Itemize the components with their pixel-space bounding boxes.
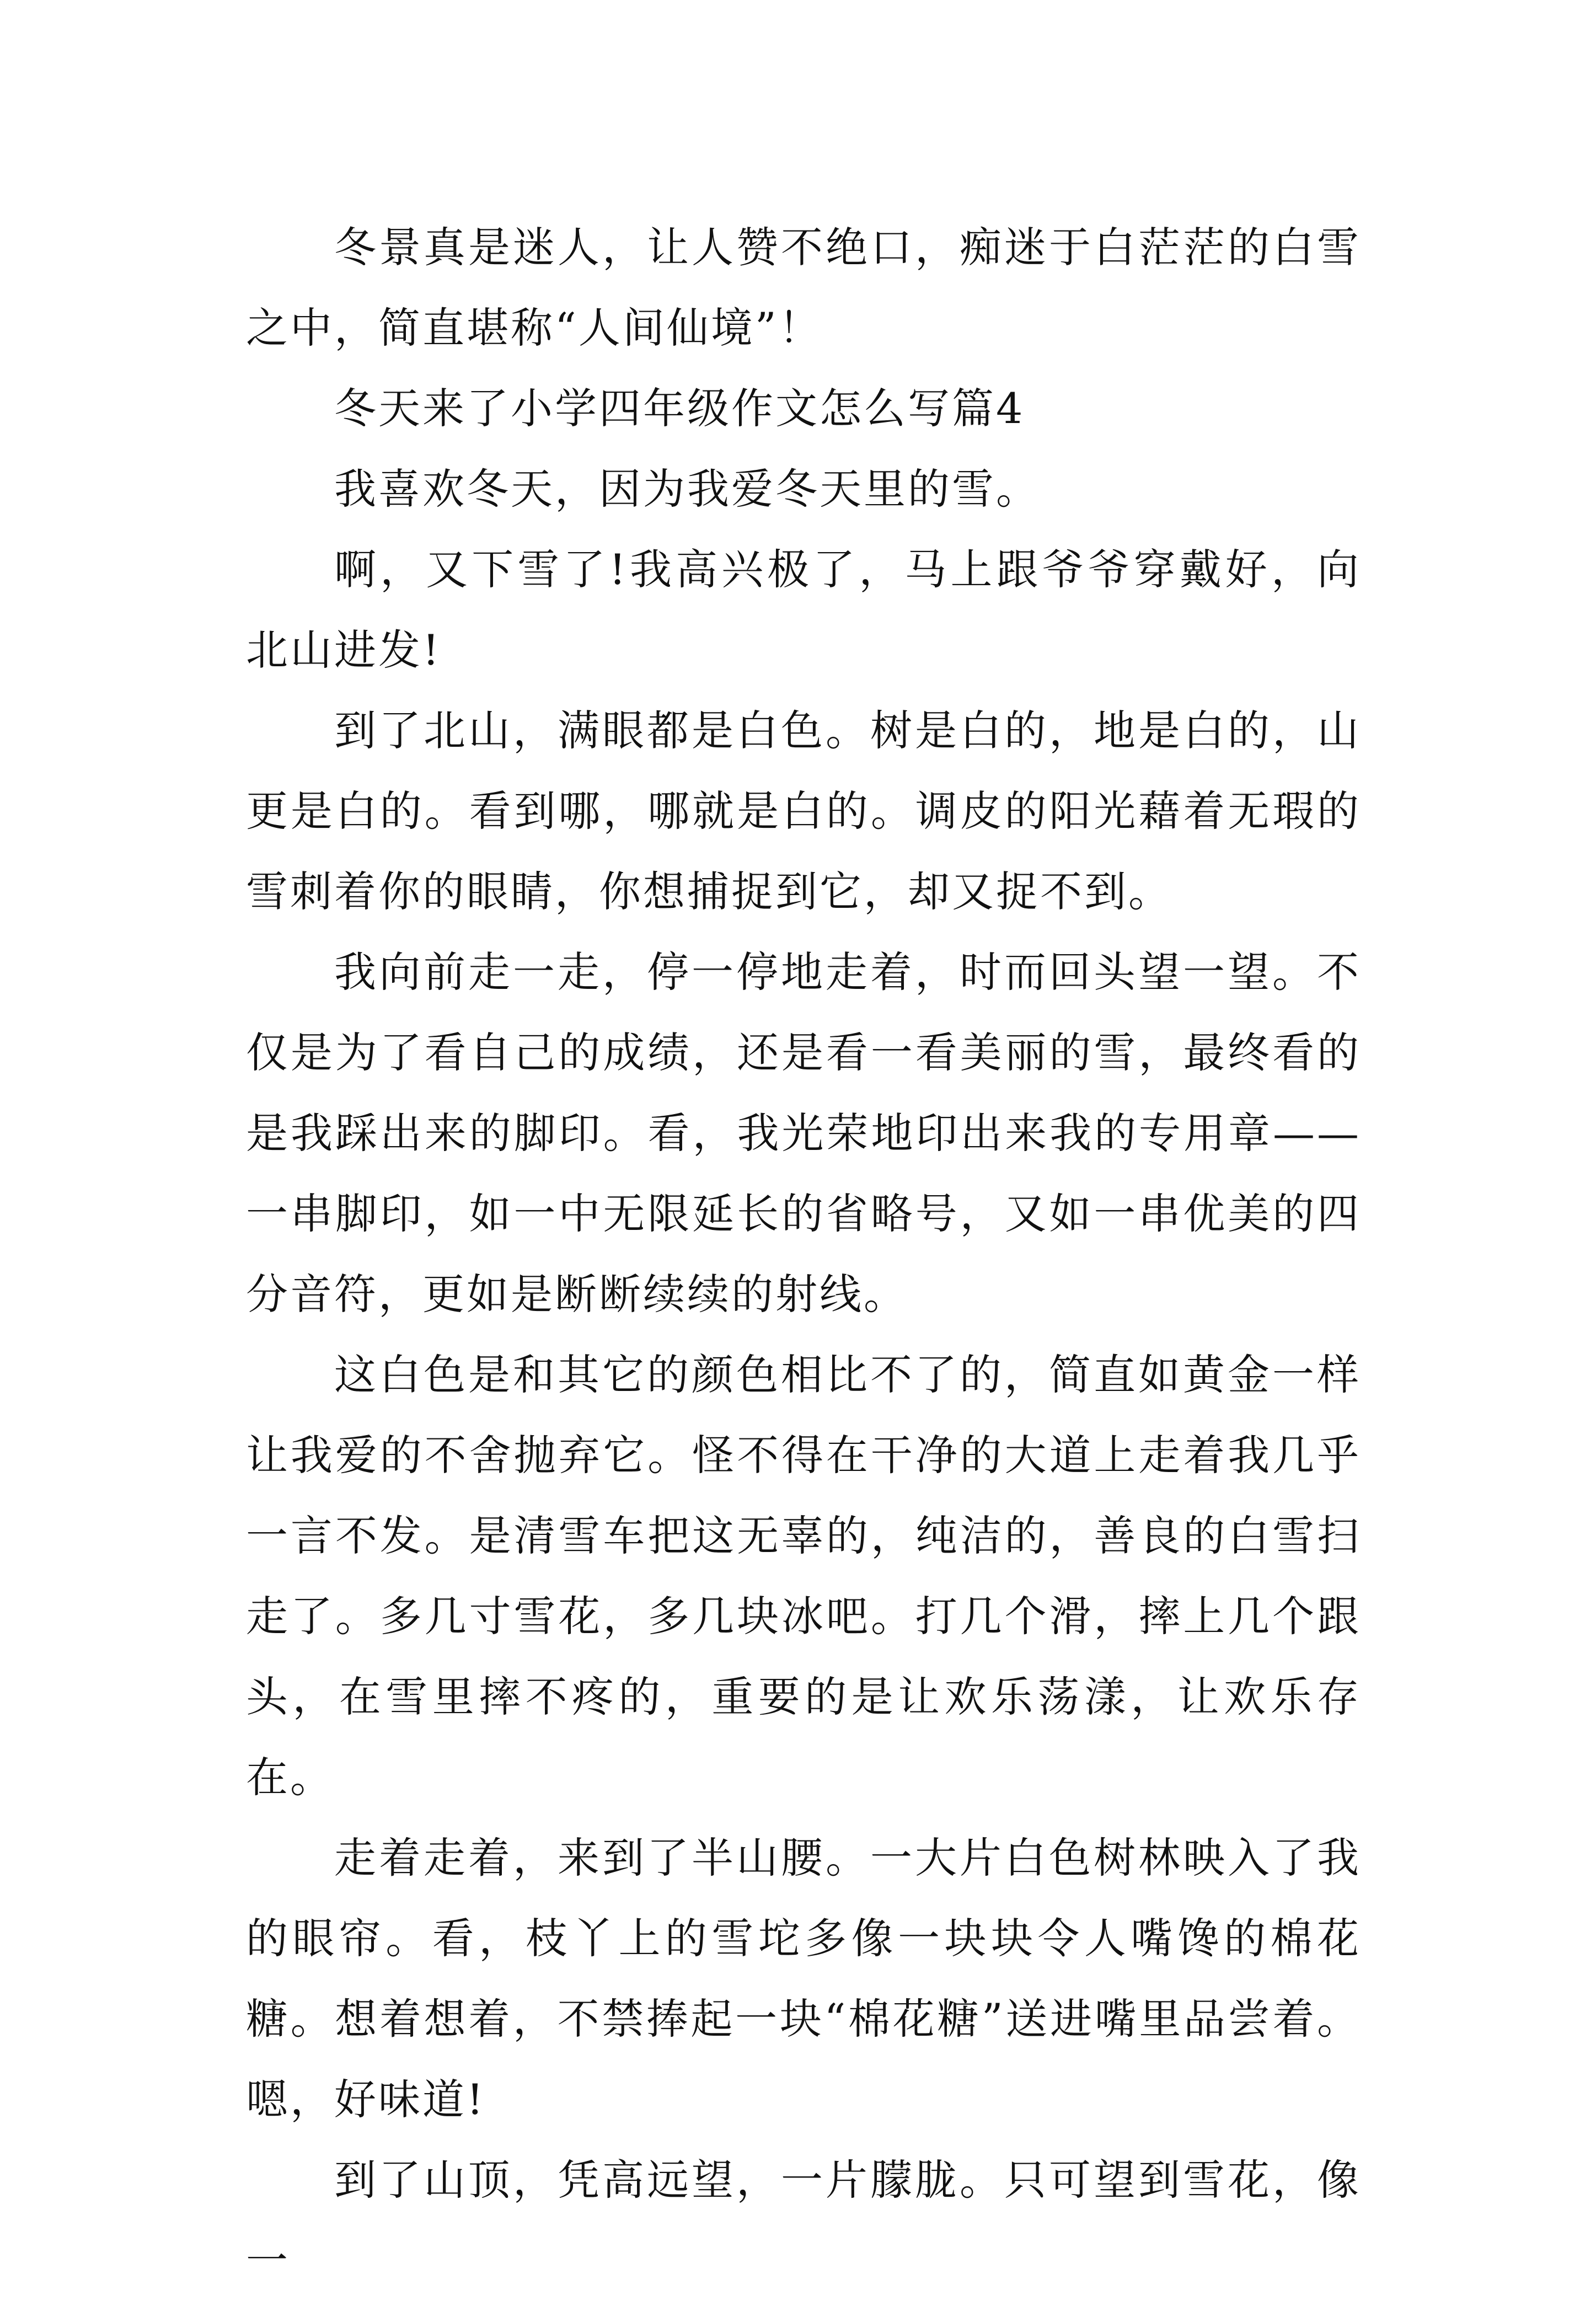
paragraph: 冬景真是迷人，让人赞不绝口，痴迷于白茫茫的白雪之中，简直堪称“人间仙境”！ <box>246 223 1361 352</box>
paragraph: 我喜欢冬天，因为我爱冬天里的雪。 <box>334 464 1040 513</box>
paragraph: 到了北山，满眼都是白色。树是白的，地是白的，山更是白的。看到哪，哪就是白的。调皮的阳光藉着无瑕的雪刺着你的眼睛，你想捕捉到它，却又捉不到。 <box>246 706 1361 916</box>
paragraph: 这白色是和其它的颜色相比不了的，简直如黄金一样让我爱的不舍抛弃它。怪不得在干净的大道上走着我几乎一言不发。是清雪车把这无辜的，纯洁的，善良的白雪扫走了。多几寸雪花，多几块冰吧。打几个滑，摔上几个跟头，在雪里摔不疼的，重要的是让欢乐荡漾，让欢乐存在。 <box>246 1350 1361 1802</box>
section-heading: 冬天来了小学四年级作文怎么写篇4 <box>334 384 1025 433</box>
paragraph: 走着走着，来到了半山腰。一大片白色树林映入了我的眼帘。看，枝丫上的雪坨多像一块块令人嘴馋的棉花糖。想着想着，不禁捧起一块“棉花糖”送进嘴里品尝着。嗯，好味道! <box>246 1833 1361 2124</box>
document-body <box>246 207 1361 2301</box>
paragraph: 我向前走一走，停一停地走着，时而回头望一望。不仅是为了看自己的成绩，还是看一看美丽的雪，最终看的是我踩出来的脚印。看，我光荣地印出来我的专用章——一串脚印，如一中无限延长的省略号，又如一串优美的四分音符，更如是断断续续的射线。 <box>246 948 1361 1319</box>
paragraph: 到了山顶，凭高远望，一片朦胧。只可望到雪花，像一 <box>246 2155 1361 2285</box>
paragraph: 啊，又下雪了!我高兴极了，马上跟爷爷穿戴好，向北山进发! <box>246 545 1361 675</box>
